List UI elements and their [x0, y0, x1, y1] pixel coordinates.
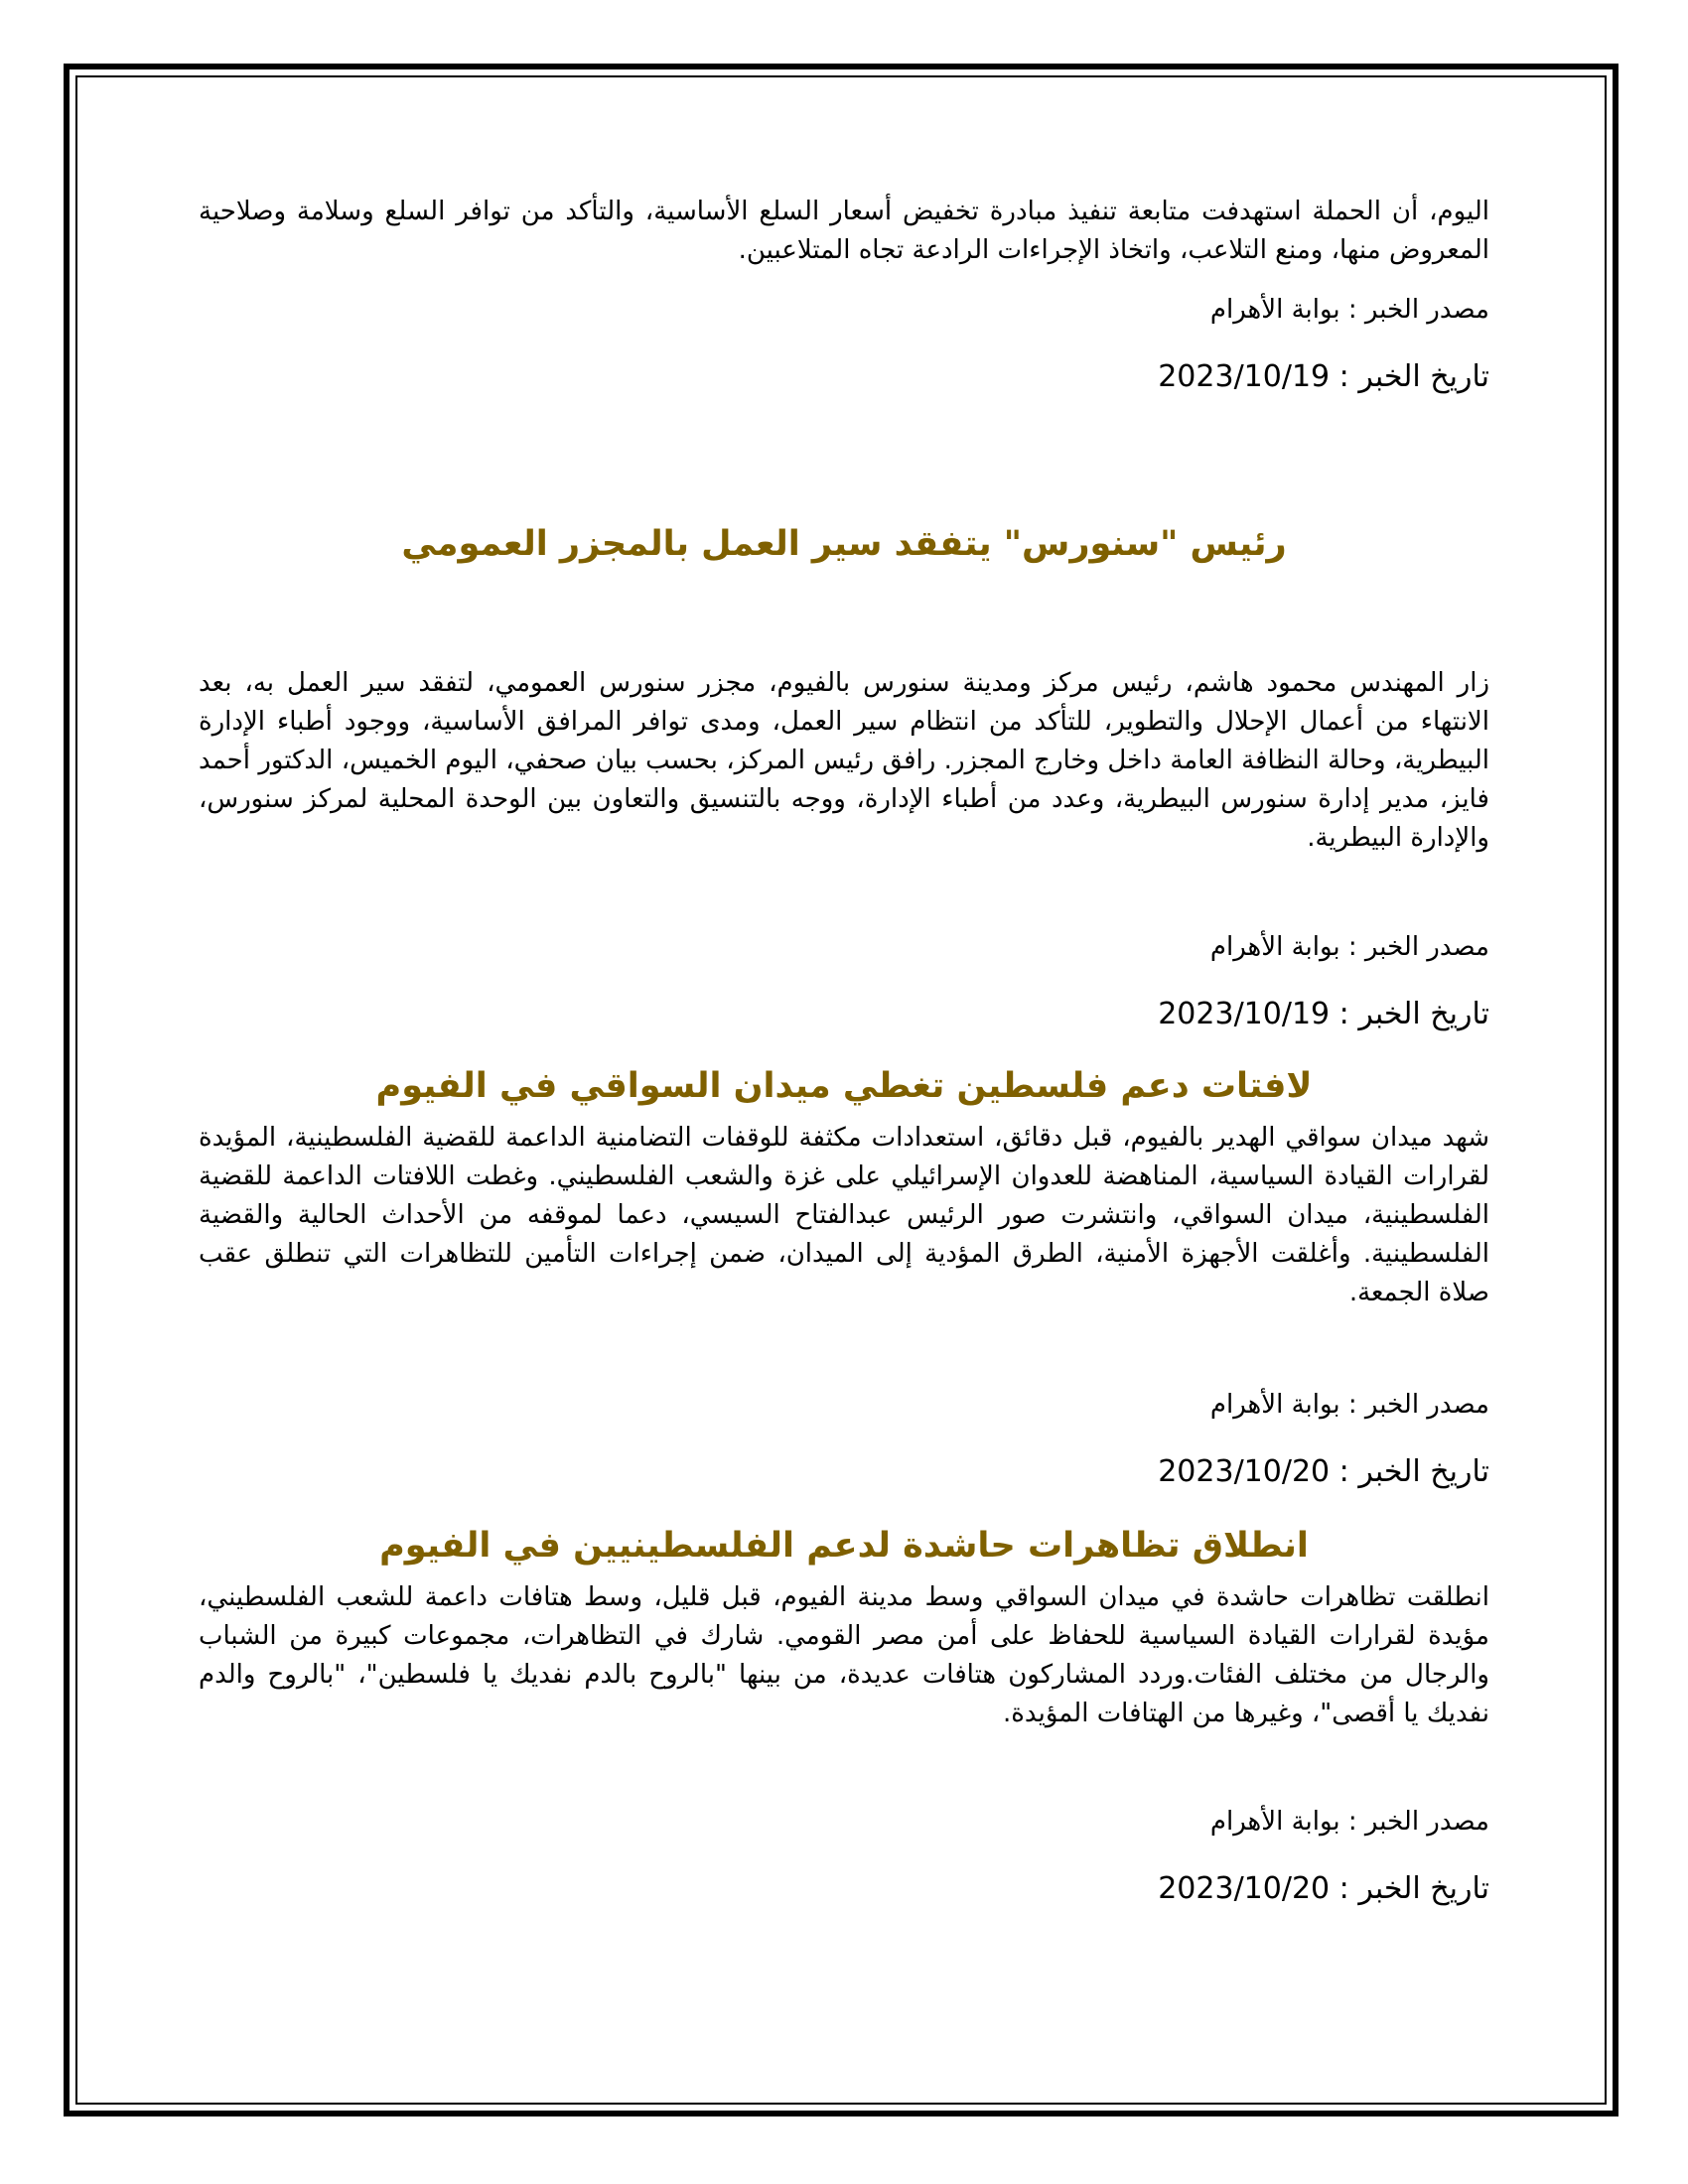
article-2-source: مصدر الخبر : بوابة الأهرام	[1209, 1390, 1489, 1420]
article-1-source: مصدر الخبر : بوابة الأهرام	[1209, 932, 1489, 962]
article-2-date: تاريخ الخبر : 2023/10/20	[1158, 1454, 1489, 1489]
article-2-body: شهد ميدان سواقي الهدير بالفيوم، قبل دقائق، استعدادات مكثفة للوقفات التضامنية الداعمة للقضية الفلسطينية، المؤيدة لقرارات القيادة السياسية، المناهضة للعدوان الإسرائيلي على غزة والشعب الفلسطيني. وغطت اللافتات الداعمة للقضية الفلسطينية، ميدان السواقي، وانتشرت صور الرئيس عبدالفتاح السيسي، دعما لموقفه من الأحداث الحالية والقضية الفلسطينية. وأغلقت الأجهزة الأمنية، الطرق المؤدية إلى الميدان، ضمن إجراءات التأمين للتظاهرات التي تنطلق عقب صلاة الجمعة.	[199, 1123, 1489, 1307]
intro-source: مصدر الخبر : بوابة الأهرام	[1209, 295, 1489, 325]
intro-body: اليوم، أن الحملة استهدفت متابعة تنفيذ مبادرة تخفيض أسعار السلع الأساسية، والتأكد من توافر السلع وسلامة وصلاحية المعروض منها، ومنع التلاعب، واتخاذ الإجراءات الرادعة تجاه المتلاعبين.	[199, 197, 1489, 265]
article-1-date: تاريخ الخبر : 2023/10/19	[1158, 997, 1489, 1031]
article-3-date: تاريخ الخبر : 2023/10/20	[1158, 1871, 1489, 1906]
article-2-title: لافتات دعم فلسطين تغطي ميدان السواقي في الفيوم	[375, 1066, 1313, 1106]
article-1-title: رئيس "سنورس" يتفقد سير العمل بالمجزر العمومي	[401, 524, 1287, 564]
article-3-body: انطلقت تظاهرات حاشدة في ميدان السواقي وسط مدينة الفيوم، قبل قليل، وسط هتافات داعمة للشعب الفلسطيني، مؤيدة لقرارات القيادة السياسية للحفاظ على أمن مصر القومي. شارك في التظاهرات، مجموعات كبيرة من الشباب والرجال من مختلف الفئات.وردد المشاركون هتافات عديدة، من بينها "بالروح بالدم نفديك يا فلسطين"، "بالروح والدم نفديك يا أقصى"، وغيرها من الهتافات المؤيدة.	[199, 1582, 1489, 1728]
article-3-source: مصدر الخبر : بوابة الأهرام	[1209, 1807, 1489, 1837]
article-1-body: زار المهندس محمود هاشم، رئيس مركز ومدينة سنورس بالفيوم، مجزر سنورس العمومي، لتفقد سير العمل به، بعد الانتهاء من أعمال الإحلال والتطوير، للتأكد من انتظام سير العمل، ومدى توافر المرافق الأساسية، ووجود أطباء الإدارة البيطرية، وحالة النظافة العامة داخل وخارج المجزر. رافق رئيس المركز، بحسب بيان صحفي، اليوم الخميس، الدكتور أحمد فايز، مدير إدارة سنورس البيطرية، وعدد من أطباء الإدارة، ووجه بالتنسيق والتعاون بين الوحدة المحلية لمركز سنورس، والإدارة البيطرية.	[199, 668, 1489, 853]
article-3-title: انطلاق تظاهرات حاشدة لدعم الفلسطينيين في الفيوم	[379, 1526, 1309, 1566]
intro-date: تاريخ الخبر : 2023/10/19	[1158, 359, 1489, 394]
